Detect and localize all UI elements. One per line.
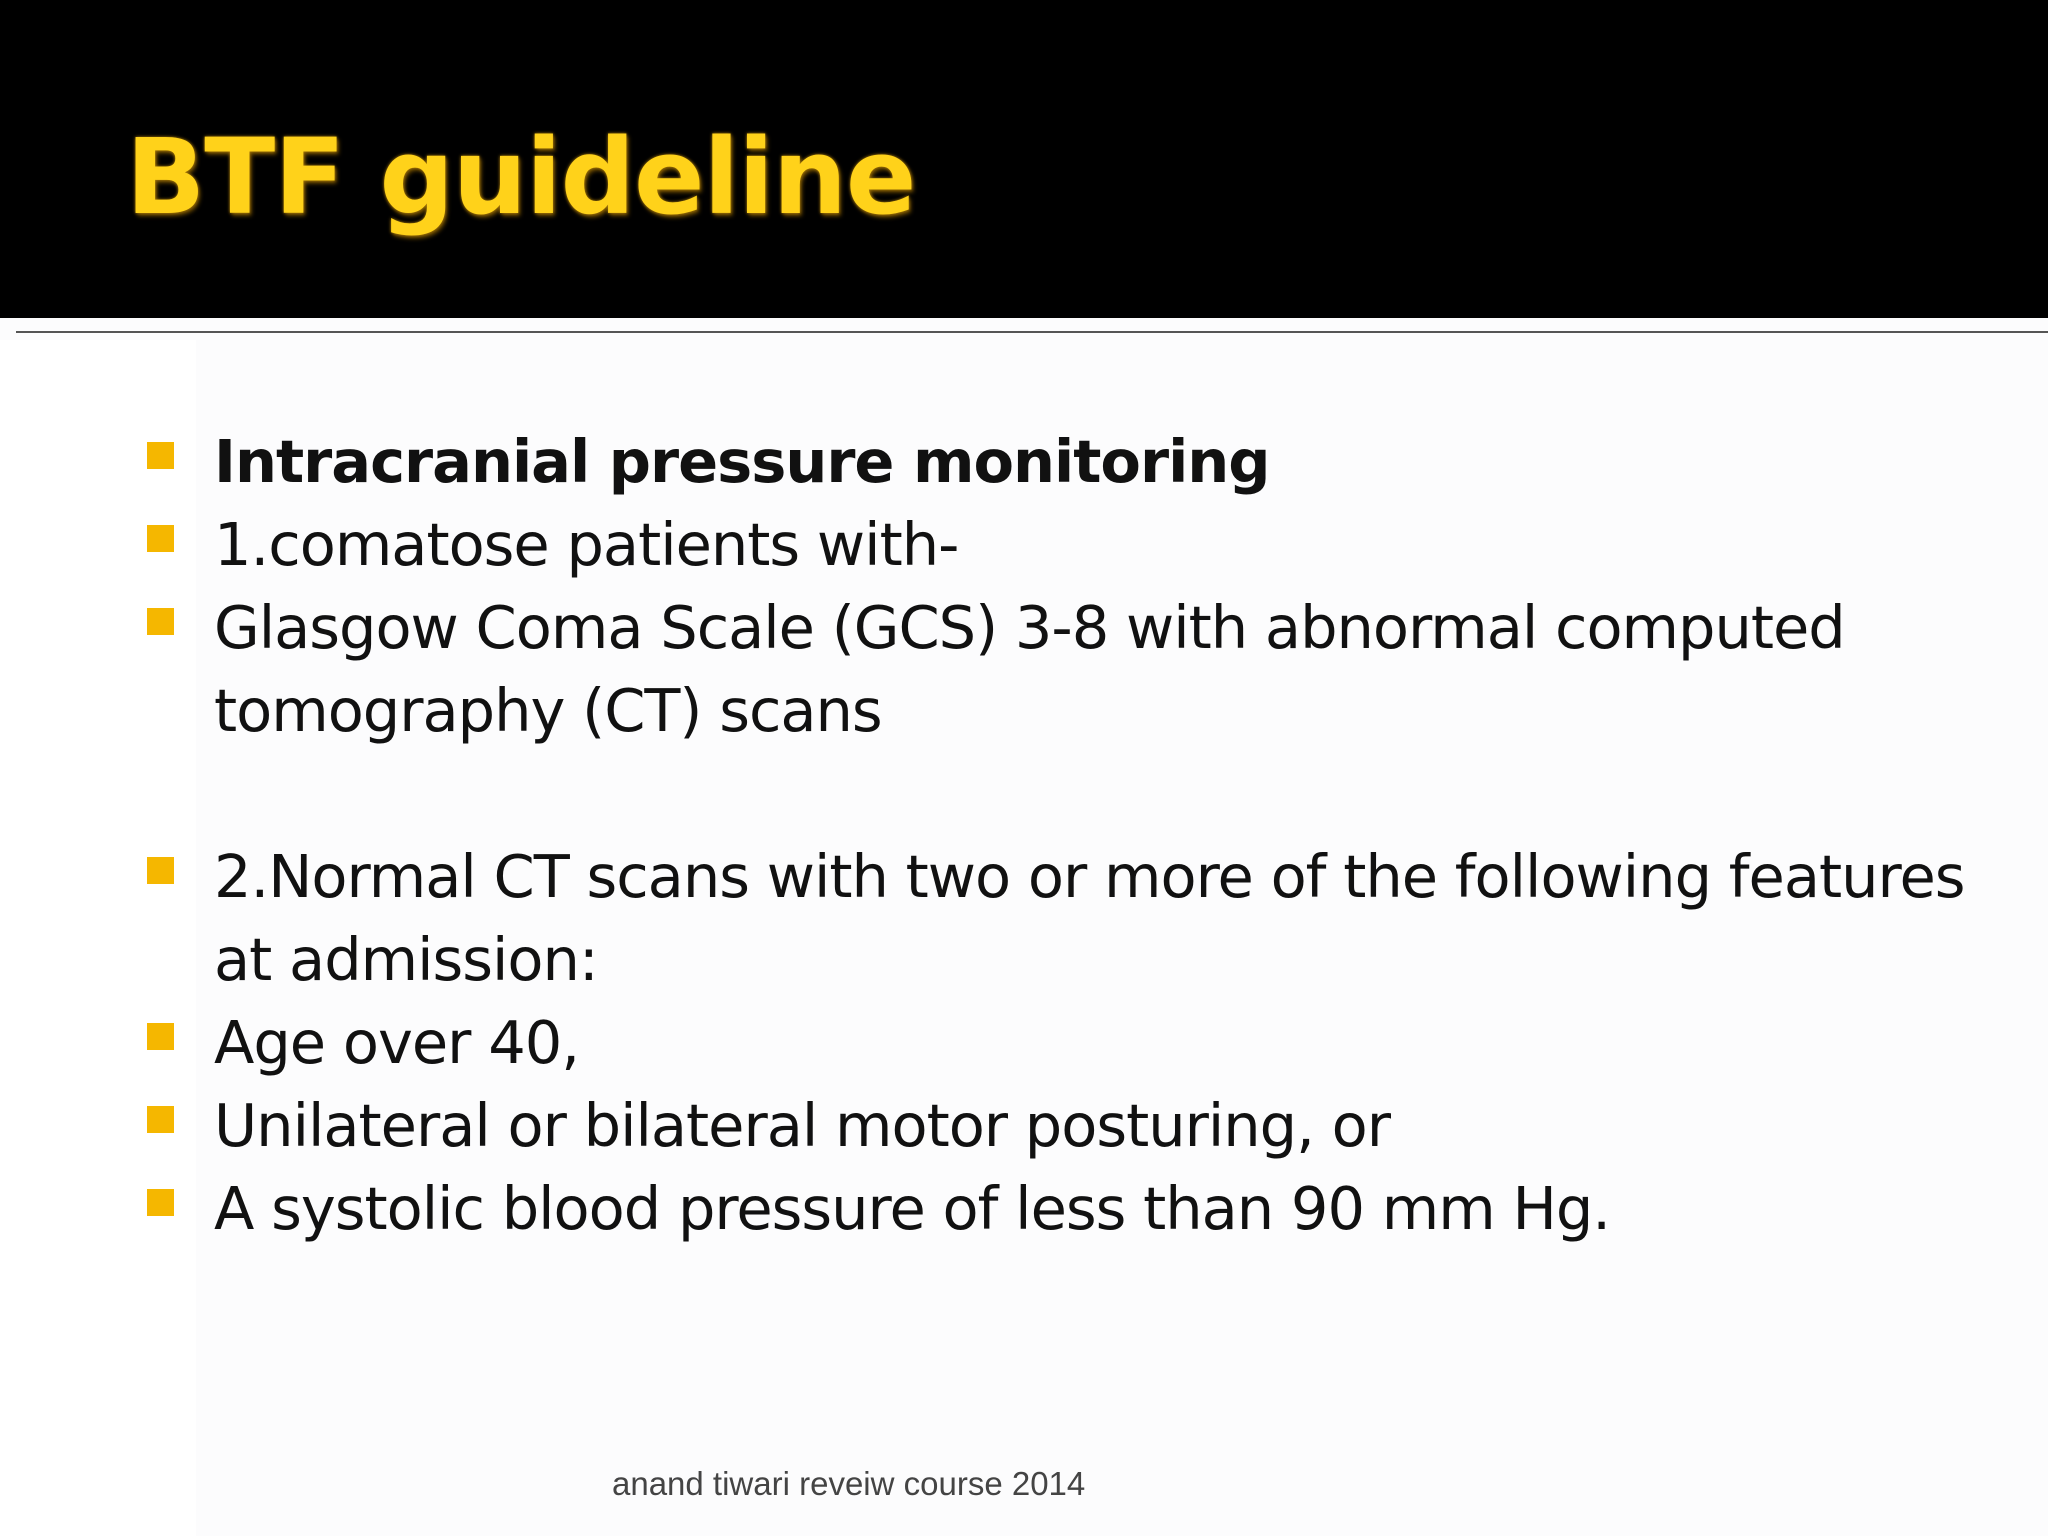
bullet-list bbox=[146, 420, 2006, 1250]
bullet-text: 2.Normal CT scans with two or more of the following features at admission: bbox=[214, 842, 1965, 994]
bullet-item-systolic-bp bbox=[146, 1167, 2006, 1250]
bullet-item-icp-monitoring bbox=[146, 420, 2006, 503]
square-bullet-icon bbox=[147, 1023, 174, 1050]
title-divider bbox=[16, 331, 2048, 333]
bullet-text: 1.comatose patients with- bbox=[214, 510, 959, 579]
slide-content bbox=[146, 420, 2006, 1250]
bullet-item-normal-ct bbox=[146, 835, 2006, 1001]
title-bar bbox=[0, 0, 2048, 318]
bullet-text: Unilateral or bilateral motor posturing, or bbox=[214, 1091, 1390, 1160]
bullet-item-age bbox=[146, 1001, 2006, 1084]
bullet-text: Intracranial pressure monitoring bbox=[214, 427, 1270, 496]
slide-footer: anand tiwari reveiw course 2014 bbox=[612, 1465, 1086, 1502]
square-bullet-icon bbox=[147, 1106, 174, 1133]
slide-title: BTF guideline bbox=[126, 116, 916, 238]
square-bullet-icon bbox=[147, 525, 174, 552]
bullet-item-gcs bbox=[146, 586, 2006, 752]
bullet-text: A systolic blood pressure of less than 90 mm Hg. bbox=[214, 1174, 1611, 1243]
square-bullet-icon bbox=[147, 608, 174, 635]
square-bullet-icon bbox=[147, 1189, 174, 1216]
bullet-text: Glasgow Coma Scale (GCS) 3-8 with abnormal computed tomography (CT) scans bbox=[214, 593, 1845, 745]
square-bullet-icon bbox=[147, 442, 174, 469]
bullet-text: Age over 40, bbox=[214, 1008, 580, 1077]
square-bullet-icon bbox=[147, 857, 174, 884]
bullet-item-comatose-patients bbox=[146, 503, 2006, 586]
bullet-item-motor-posturing bbox=[146, 1084, 2006, 1167]
